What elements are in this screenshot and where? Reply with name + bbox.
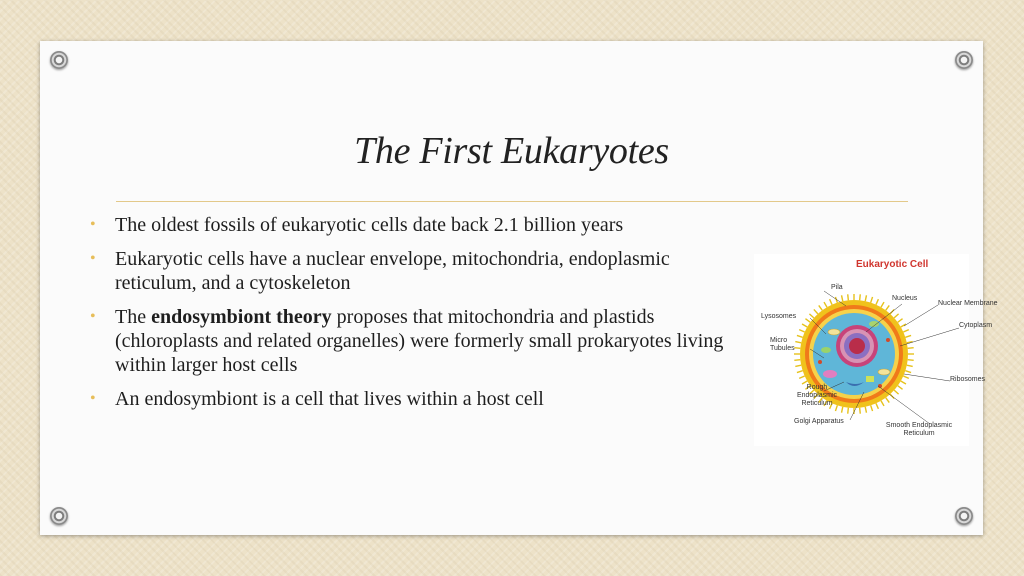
bullet-text-run: An endosymbiont is a cell that lives within a host cell [115,388,544,410]
label-lysosomes: Lysosomes [761,313,797,320]
pushpin-icon [50,507,68,525]
label-nuclear-membrane: Nuclear Membrane [938,300,998,307]
bullet-text-run: The oldest fossils of eukaryotic cells date back 2.1 billion years [115,214,624,236]
pushpin-icon [955,51,973,69]
bullet-item [90,247,752,295]
bullet-text-run: proposes that mitochondria and plastids (chloroplasts and related organelles) were formerly small prokaryotes living within larger host cells [115,306,724,376]
bullet-text [115,387,752,411]
bullet-dot-icon: • [90,308,96,325]
bullet-item [90,305,752,377]
bullet-list [90,213,752,421]
label-smooth-er: Smooth Endoplasmic Reticulum [885,422,953,437]
bullet-bold-term: endosymbiont theory [151,306,332,328]
label-nucleus: Nucleus [892,295,918,302]
bullet-text [115,305,752,377]
label-pila: Pila [831,284,843,291]
label-golgi: Golgi Apparatus [794,418,844,425]
pushpin-icon [50,51,68,69]
bullet-dot-icon: • [90,390,96,407]
bullet-text-run: Eukaryotic cells have a nuclear envelope, mitochondria, endoplasmic reticulum, and a cytoskeleton [115,248,670,294]
bullet-text [115,247,752,295]
bullet-text [115,213,752,237]
slide-title: The First Eukaryotes [354,130,669,172]
bullet-text-run: The [115,306,152,328]
bullet-dot-icon: • [90,216,96,233]
label-ribosomes: Ribosomes [950,376,986,383]
eukaryotic-cell-diagram [754,254,998,446]
title-divider [116,201,908,202]
figure-title: Eukaryotic Cell [856,259,929,270]
bullet-item [90,213,752,237]
label-micro-tubules: Micro Tubules [770,337,795,352]
slide [40,41,998,535]
bullet-dot-icon: • [90,250,96,267]
bullet-item [90,387,752,411]
pushpin-icon [955,507,973,525]
label-rough-er: Rough Endoplasmic Reticulum [796,384,838,407]
label-cytoplasm: Cytoplasm [959,322,993,329]
